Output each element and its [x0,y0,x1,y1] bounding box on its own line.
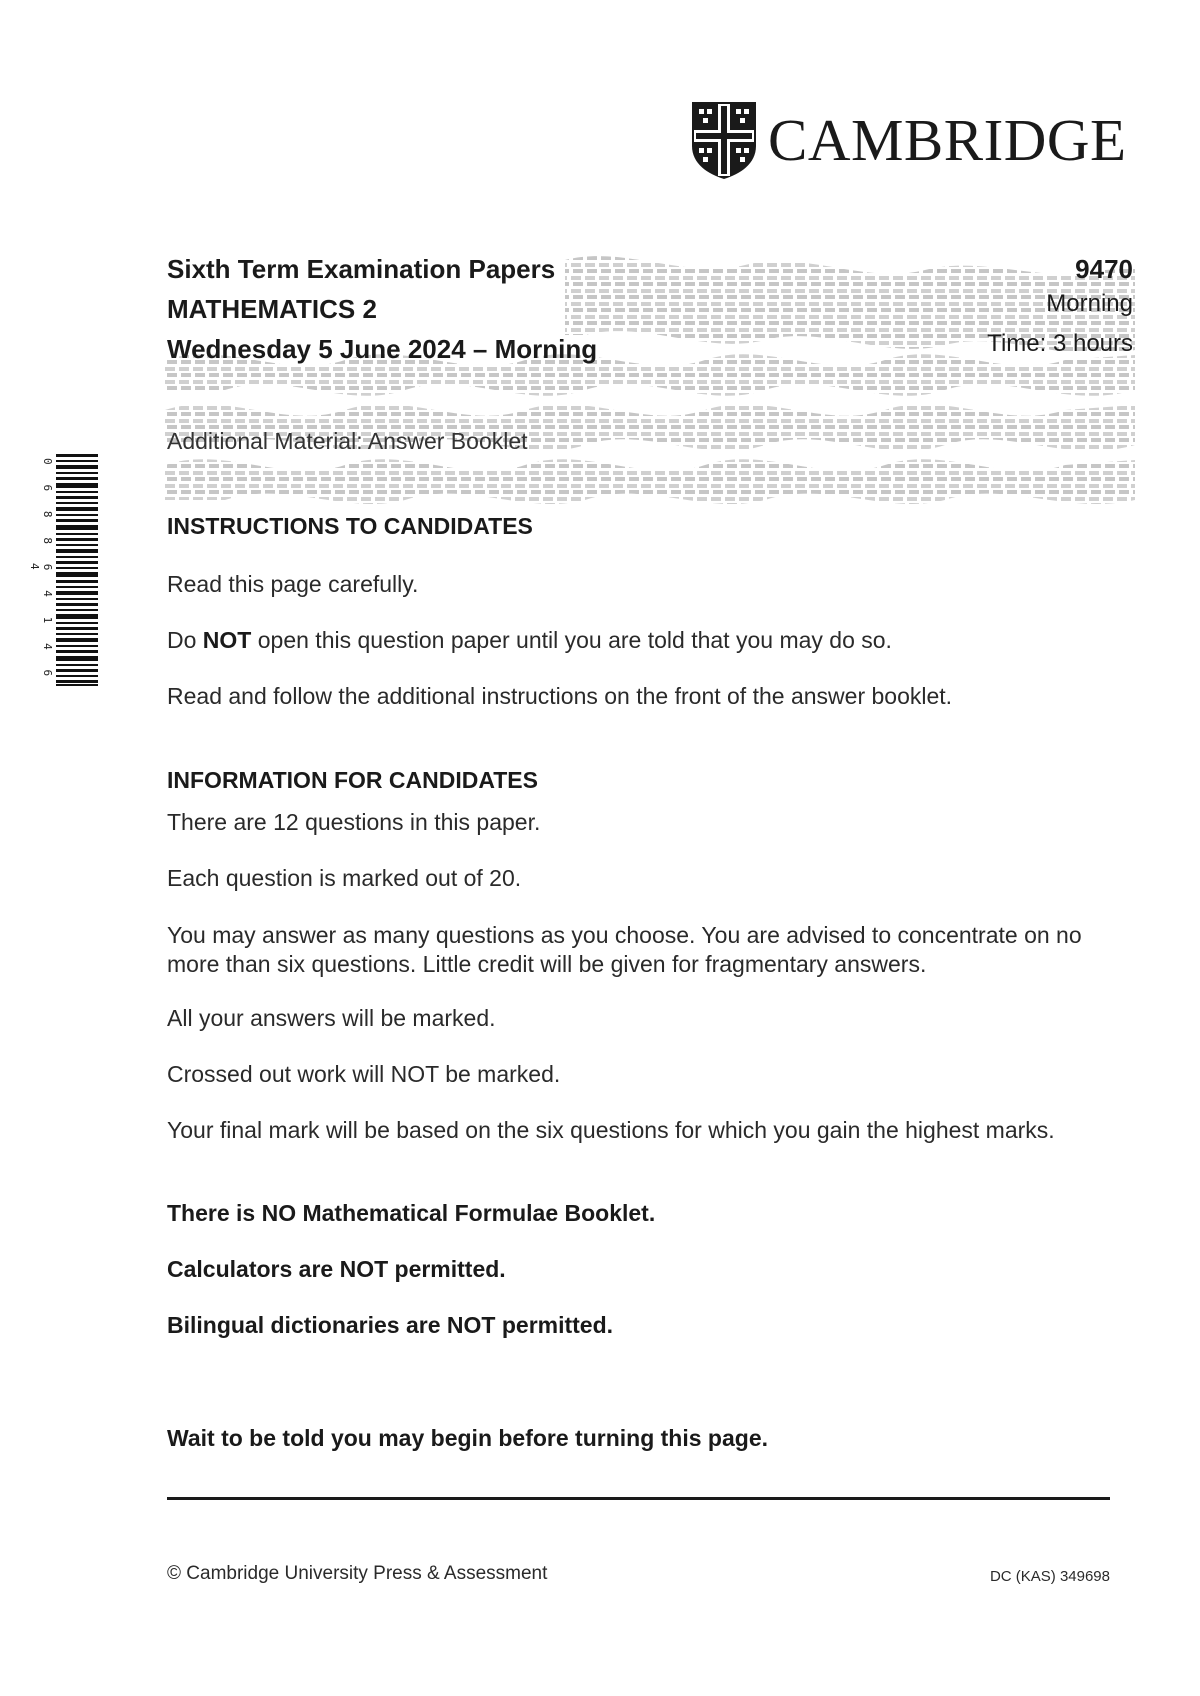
instruction-do-not-open-suffix: open this question paper until you are told that you may do so. [251,627,892,653]
cambridge-shield-icon [690,100,758,180]
info-marks-per-question: Each question is marked out of 20. [167,865,522,891]
exam-code: 9470 [1075,254,1133,284]
wait-notice: Wait to be told you may begin before turning this page. [167,1425,768,1451]
cambridge-logo [690,100,1127,180]
document-reference: DC (KAS) 349698 [989,1568,1110,1585]
information-title: INFORMATION FOR CANDIDATES [167,767,538,793]
exam-duration: Time: 3 hours [987,330,1133,357]
info-all-marked: All your answers will be marked. [167,1005,496,1031]
barcode [28,454,98,686]
instruction-do-not-open [167,626,892,655]
cambridge-wordmark: CAMBRIDGE [768,106,1127,173]
exam-subject: MATHEMATICS 2 [167,294,377,324]
barcode-bars [56,454,98,686]
notice-calculators: Calculators are NOT permitted. [167,1256,506,1282]
exam-series: Sixth Term Examination Papers [167,254,556,284]
instruction-do-not-open-emphasis: NOT [202,627,252,653]
info-crossed-out: Crossed out work will NOT be marked. [167,1061,561,1087]
barcode-digits: 0 6 8 8 6 4 1 4 6 4 [28,457,54,683]
info-question-count: There are 12 questions in this paper. [167,809,541,835]
notice-dictionaries: Bilingual dictionaries are NOT permitted. [167,1312,614,1338]
instructions-title: INSTRUCTIONS TO CANDIDATES [167,513,533,539]
info-answer-guidance: You may answer as many questions as you choose. You are advised to concentrate on no more than six questions. Little credit will be given for fragmentary answers. [167,922,1082,977]
additional-material: Additional Material: Answer Booklet [167,428,528,454]
info-final-mark: Your final mark will be based on the six questions for which you gain the highest marks. [167,1117,1055,1143]
notice-formulae-booklet: There is NO Mathematical Formulae Booklet. [167,1200,656,1226]
instruction-do-not-open-prefix: Do [167,627,203,653]
instruction-follow-booklet: Read and follow the additional instructions on the front of the answer booklet. [167,683,953,709]
exam-session: Morning [1046,290,1133,317]
copyright: © Cambridge University Press & Assessment [167,1563,548,1584]
exam-date: Wednesday 5 June 2024 – Morning [167,334,598,364]
instruction-read-carefully: Read this page carefully. [167,571,419,597]
footer-divider [167,1497,1110,1500]
